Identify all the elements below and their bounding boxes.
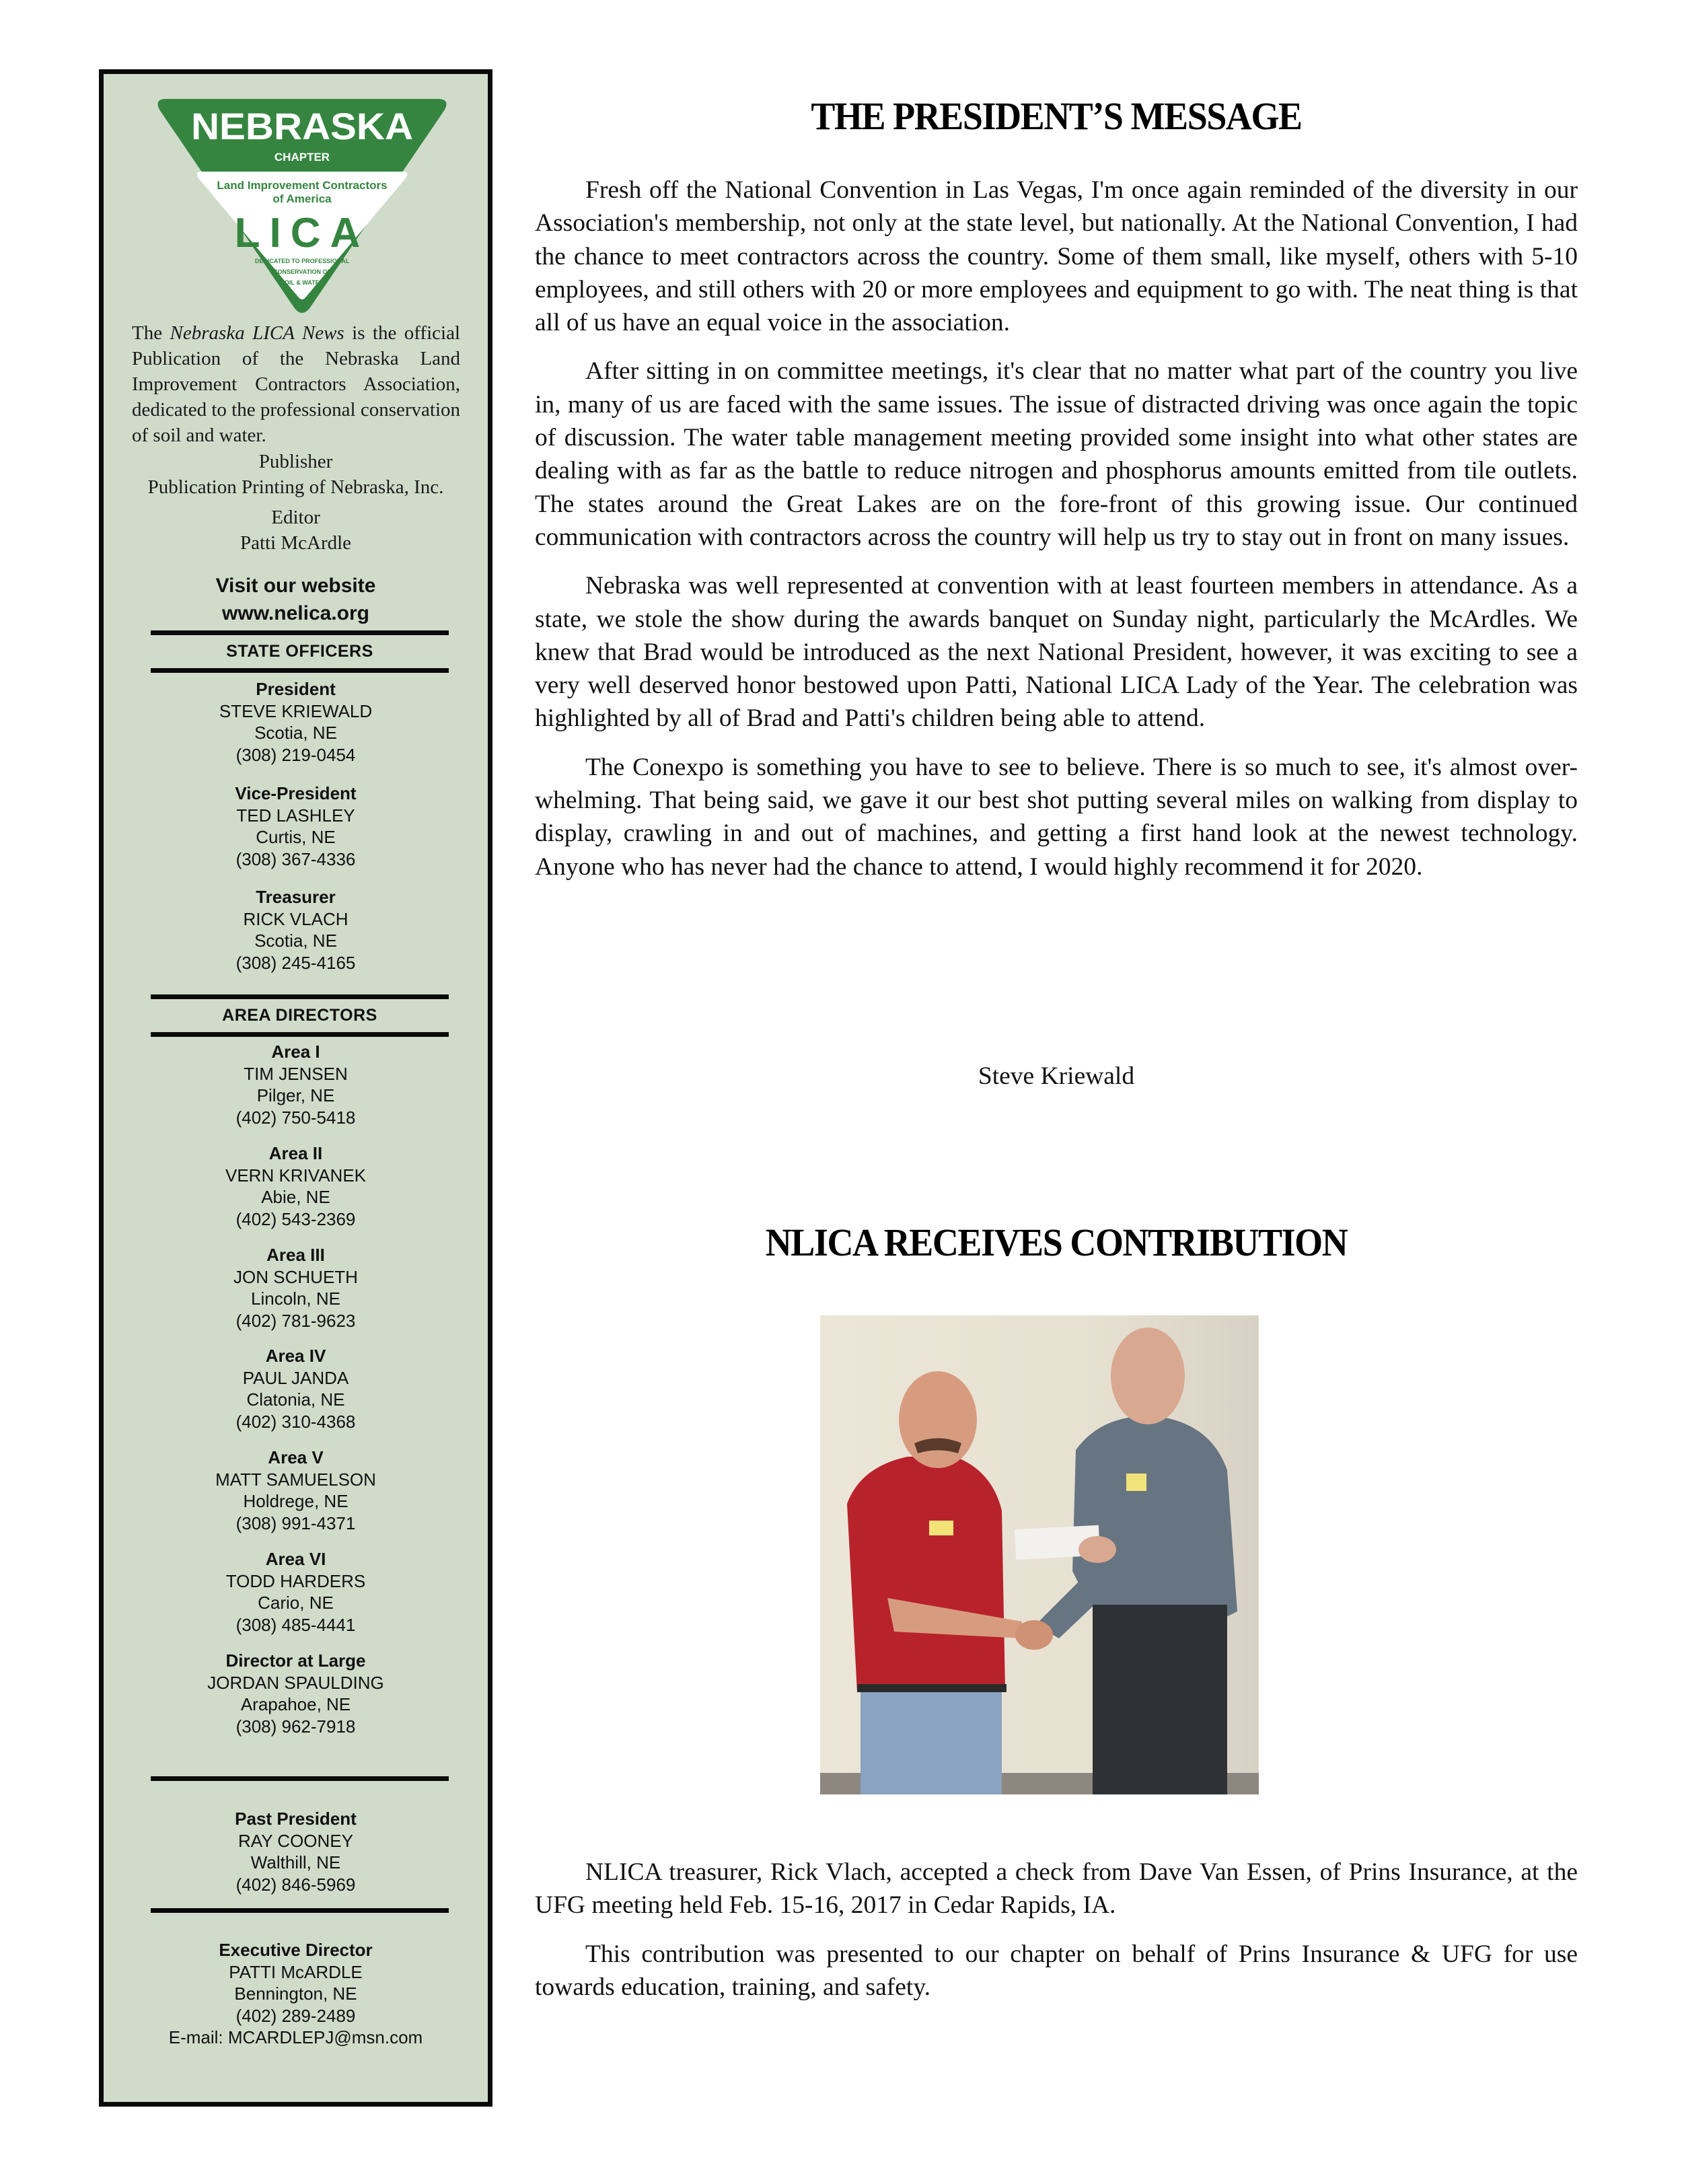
divider [151, 1776, 449, 1781]
editor-block [104, 505, 488, 556]
officer-president: President STEVE KRIEWALD Scotia, NE (308) 219-0454 [219, 679, 373, 765]
paragraph: Fresh off the National Convention in Las Vegas, I'm once again reminded of the diversity in our Association's membership, not only at the state level, but nationally. At the National Convention, I had the chance to meet contractors across the country. Some of them small, like myself, others with 5-10 employees, and still others with 20 or more employees and equipment to go with. The neat thing is that all of us have an equal voice in the association. [535, 176, 1578, 337]
website-block [104, 572, 488, 627]
editor-label: Editor [271, 507, 320, 528]
contribution-body [535, 1856, 1578, 2019]
website-link[interactable]: www.nelica.org [222, 602, 369, 624]
publisher-name: Publication Printing of Nebraska, Inc. [147, 476, 444, 498]
logo-org-line1: Land Improvement Contractors [217, 179, 388, 192]
state-officers-heading: STATE OFFICERS [226, 642, 373, 661]
area-directors-heading: AREA DIRECTORS [222, 1006, 377, 1025]
publisher-label: Publisher [258, 451, 333, 472]
main-content [535, 0, 1578, 2184]
director-area-3: Area III JON SCHUETH Lincoln, NE (402) 781-9623 [233, 1245, 358, 1331]
executive-director: Executive Director PATTI McARDLE Bennington, NE (402) 289-2489 E-mail: MCARDLEPJ@msn.com [104, 1939, 488, 2049]
director-at-large: Director at Large JORDAN SPAULDING Arapahoe, NE (308) 962-7918 [207, 1650, 384, 1737]
past-president: Past President RAY COONEY Walthill, NE (402) 846-5969 [235, 1809, 357, 1895]
publication-name: Nebraska LICA News [170, 322, 344, 344]
director-area-2: Area II VERN KRIVANEK Abie, NE (402) 543-2369 [225, 1143, 366, 1229]
director-area-4: Area IV PAUL JANDA Clatonia, NE (402) 310-4368 [235, 1346, 356, 1432]
publication-statement: The Nebraska LICA News is the official Publication of the Nebraska Land Improvement Contractors Association, dedicated to the professional conservation of soil and water. [132, 322, 461, 446]
state-officers-header [151, 630, 449, 673]
director-area-6: Area VI TODD HARDERS Cario, NE (308) 485-4441 [225, 1549, 366, 1635]
divider [151, 630, 449, 635]
director-area-5: Area V MATT SAMUELSON Holdrege, NE (308) 991-4371 [215, 1447, 376, 1533]
divider [151, 668, 449, 673]
author-signature: Steve Kriewald [978, 1062, 1135, 1090]
editor-name: Patti McArdle [240, 532, 352, 554]
logo-title: NEBRASKA [191, 105, 413, 147]
check-presentation-image [820, 1315, 1259, 1794]
area-directors-header [151, 994, 449, 1037]
logo-org-line2: of America [272, 192, 332, 205]
publisher-block [104, 449, 488, 500]
paragraph: NLICA treasurer, Rick Vlach, accepted a check from Dave Van Essen, of Prins Insurance, at the UFG meeting held Feb. 15-16, 2017 in Cedar Rapids, IA. [535, 1858, 1578, 1920]
logo-chapter: CHAPTER [274, 151, 330, 163]
article-title-presidents-message: THE PRESIDENT’S MESSAGE [811, 94, 1302, 138]
paragraph: After sitting in on committee meetings, it's clear that no matter what part of the country you live in, many of us are faced with the same issues. The issue of distracted driving was once again the topic of discussion. The water table management meeting provided some insight into what other states are dealing with as far as the battle to reduce nitrogen and phosphorus amounts emitted from tile outlets. The states around the Great Lakes are on the fore-front of this growing issue. Our continued communication with contractors across the country will help us try to stay out in front on many issues. [535, 357, 1578, 551]
logo-acronym: LICA [234, 210, 370, 256]
officer-treasurer: Treasurer RICK VLACH Scotia, NE (308) 245-4165 [235, 887, 356, 973]
website-label: Visit our website [215, 575, 376, 597]
paragraph: The Conexpo is something you have to see to believe. There is so much to see, it's almost over-whelming. That being said, we gave it our best shot putting several miles on walking from display to display, crawling in and out of machines, and getting a first hand look at the newest technology. Anyone who has never had the chance to attend, I would highly recommend it for 2020. [535, 753, 1578, 881]
paragraph: This contribution was presented to our chapter on behalf of Prins Insurance & UFG for use towards education, training, and safety. [535, 1940, 1578, 2001]
executive-director-email[interactable]: E-mail: MCARDLEPJ@msn.com [168, 2027, 423, 2047]
logo-tagline-1: DEDICATED TO PROFESSIONAL [254, 258, 350, 264]
nebraska-lica-logo [154, 98, 450, 313]
paragraph: Nebraska was well represented at convention with at least fourteen members in attendance. As a state, we stole the show during the awards banquet on Sunday night, particularly the McArdles. We knew that Brad would be introduced as the next National President, however, it was exciting to see a very well deserved honor bestowed upon Patti, National LICA Lady of the Year. The celebration was highlighted by all of Brad and Patti's children being able to attend. [535, 572, 1578, 733]
divider [151, 1032, 449, 1037]
contribution-photo [820, 1315, 1259, 1794]
masthead-sidebar [99, 69, 492, 2107]
logo-tagline-2: CONSERVATION OF [272, 268, 332, 275]
divider [151, 1908, 449, 1913]
logo-tagline-3: SOIL & WATER [280, 279, 324, 286]
article-title-contribution: NLICA RECEIVES CONTRIBUTION [765, 1221, 1348, 1264]
officer-vice-president: Vice-President TED LASHLEY Curtis, NE (308) 367-4336 [235, 783, 357, 869]
presidents-message-body [535, 174, 1578, 899]
director-area-1: Area I TIM JENSEN Pilger, NE (402) 750-5418 [235, 1042, 356, 1128]
divider [151, 994, 449, 999]
